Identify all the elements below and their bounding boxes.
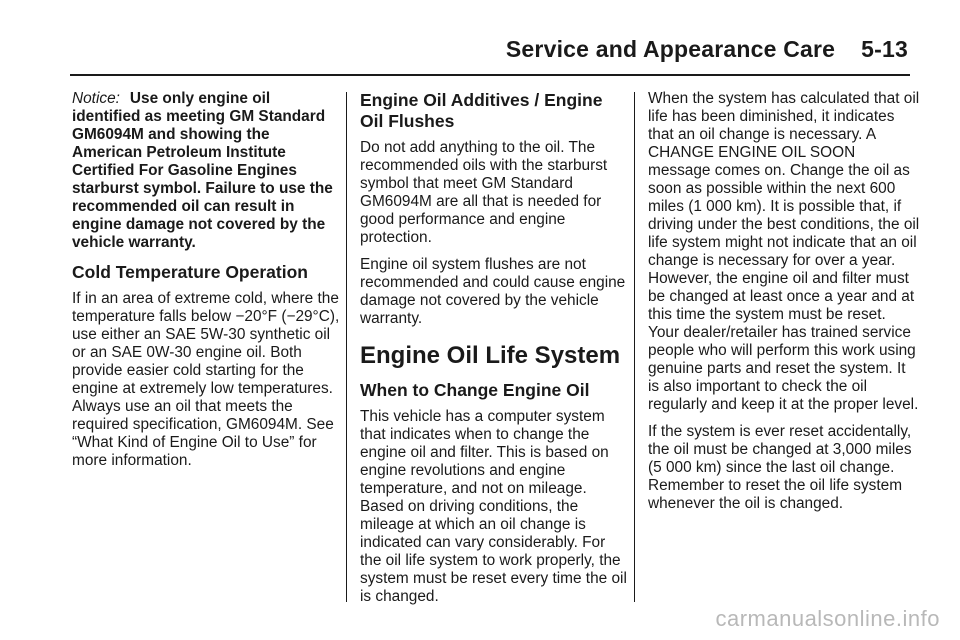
oil-additives-paragraph-1: Do not add anything to the oil. The recommended oils with the starburst symbol that meet GM Standard GM6094M are all that is needed for good performance and engine protection. bbox=[360, 139, 608, 246]
cold-temperature-heading: Cold Temperature Operation bbox=[72, 262, 308, 282]
notice-label: Notice: bbox=[72, 90, 120, 107]
oil-life-paragraph-2: If the system is ever reset accidentally, the oil must be changed at 3,000 miles (5 000 km) since the last oil change. Remember to reset the oil life system whenever the oil is changed. bbox=[648, 423, 912, 512]
cold-temperature-paragraph: If in an area of extreme cold, where the temperature falls below −20°F (−29°C), use either an SAE 5W-30 synthetic oil or an SAE 0W-30 engine oil. Both provide easier cold starting for the engine at extremely low temperatures. Always use an oil that meets the required specification, GM6094M. See “What Kind of Engine Oil to Use” for more information. bbox=[72, 290, 340, 469]
page-number: 5-13 bbox=[861, 36, 908, 62]
notice-block bbox=[72, 90, 340, 252]
when-to-change-paragraph: This vehicle has a computer system that indicates when to change the engine oil and filter. This is based on engine revolutions and engine temperature, and not on mileage. Based on driving conditions, the mileage at which an oil change is indicated can vary considerably. For the oil life system to work properly, the system must be reset every time the oil is changed. bbox=[360, 408, 627, 605]
header-rule bbox=[70, 74, 910, 76]
column-2 bbox=[360, 90, 628, 615]
page-header bbox=[506, 36, 908, 63]
oil-additives-heading: Engine Oil Additives / Engine Oil Flushes bbox=[360, 90, 603, 131]
watermark: carmanualsonline.info bbox=[715, 606, 940, 631]
column-1 bbox=[72, 90, 340, 479]
when-to-change-heading: When to Change Engine Oil bbox=[360, 380, 590, 400]
column-divider-1 bbox=[346, 92, 347, 602]
section-title: Service and Appearance Care bbox=[505, 36, 836, 62]
oil-life-paragraph-1: When the system has calculated that oil life has been diminished, it indicates that an oil change is necessary. A CHANGE ENGINE OIL SOON message comes on. Change the oil as soon as possible within the next 600 miles (1 000 km). It is possible that, if driving under the best conditions, the oil life system might not indicate that an oil change is necessary for over a year. However, the engine oil and filter must be changed at least once a year and at this time the system must be reset. Your dealer/retailer has trained service people who will perform this work using genuine parts and reset the system. It is also important to check the oil regularly and keep it at the proper level. bbox=[648, 90, 920, 413]
oil-additives-paragraph-2: Engine oil system flushes are not recommended and could cause engine damage not covered by the vehicle warranty. bbox=[360, 256, 626, 327]
oil-life-system-heading: Engine Oil Life System bbox=[360, 342, 621, 369]
column-divider-2 bbox=[634, 92, 635, 602]
notice-text: Use only engine oil identified as meeting GM Standard GM6094M and showing the American Petroleum Institute Certified For Gasoline Engines starburst symbol. Failure to use the recommended oil can result in engine damage not covered by the vehicle warranty. bbox=[72, 90, 333, 251]
column-3 bbox=[648, 90, 920, 522]
